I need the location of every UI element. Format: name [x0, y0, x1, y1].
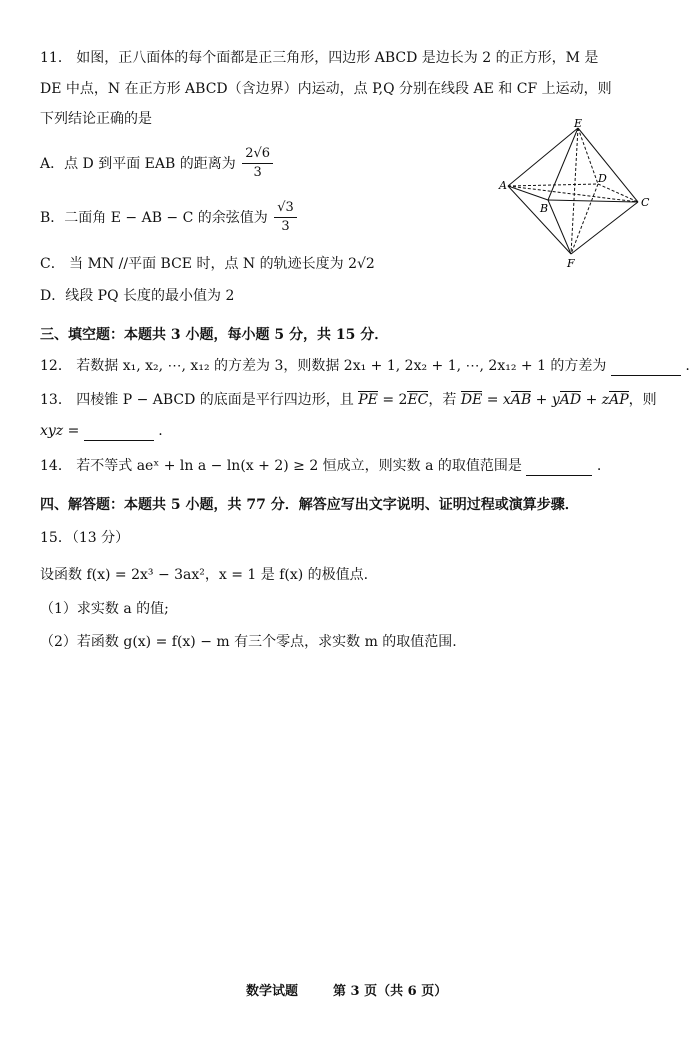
section-4-heading: 四、解答题：本题共 5 小题，共 77 分．解答应写出文字说明、证明过程或演算步骤． [40, 497, 579, 513]
section-3-heading: 三、填空题：本题共 3 小题，每小题 5 分，共 15 分． [40, 327, 389, 343]
edge-ad [508, 184, 598, 186]
edge-bf [548, 200, 571, 254]
q11-option-b [40, 200, 299, 236]
option-b-fraction [274, 200, 297, 236]
option-b-text: B．二面角 E − AB − C 的余弦值为 [40, 209, 268, 226]
q12-answer-blank[interactable] [611, 361, 681, 376]
label-e: E [574, 118, 583, 130]
vector-ap: AP [609, 392, 629, 408]
vector-ab: AB [510, 392, 532, 408]
edge-af [508, 186, 571, 254]
option-a-denominator: 3 [253, 165, 262, 181]
option-c-text: C． 当 MN //平面 BCE 时，点 N 的轨迹长度为 [40, 256, 344, 272]
diagonal-ef [571, 128, 578, 254]
vector-ad: AD [559, 392, 582, 408]
edge-ec [578, 128, 638, 202]
q13-period: . [158, 423, 163, 439]
label-c: C [641, 196, 650, 209]
edge-eb [548, 128, 578, 200]
footer-page-number: 第 3 页（共 6 页） [333, 984, 448, 999]
footer-subject: 数学试题 [246, 984, 299, 999]
q12 [40, 358, 690, 376]
q13-eq2: = x [482, 392, 511, 408]
option-a-fraction [242, 146, 273, 182]
q13-xyz: xyz = [40, 423, 80, 439]
q14-answer-blank[interactable] [526, 461, 592, 476]
q13-line2 [40, 423, 163, 441]
q15-heading: 15．（13 分） [40, 530, 130, 546]
q13-tail: ，则 [628, 392, 657, 408]
label-a: A [499, 179, 507, 192]
q13-answer-blank[interactable] [84, 426, 154, 441]
label-f: F [567, 257, 575, 270]
edge-ed [578, 128, 598, 184]
q11-option-a [40, 146, 275, 182]
option-c-value: 2√2 [348, 256, 375, 272]
diagonal-ac [508, 186, 638, 202]
q14-period: . [596, 458, 602, 474]
option-b-denominator: 3 [281, 219, 290, 235]
q11-line1: 11． 如图，正八面体的每个面都是正三角形，四边形 ABCD 是边长为 2 的正方形，M 是 [40, 50, 599, 66]
vector-pe: PE [358, 392, 378, 408]
vector-de: DE [460, 392, 483, 408]
label-d: D [598, 172, 607, 185]
q13-plus2: + z [581, 392, 610, 408]
q11-option-d: D．线段 PQ 长度的最小值为 2 [40, 288, 235, 304]
q14 [40, 458, 601, 476]
q13-eq1: = 2 [377, 392, 408, 408]
option-a-numerator: 2√6 [242, 146, 273, 164]
q13-text-a: 13． 四棱锥 P − ABCD 的底面是平行四边形，且 [40, 392, 354, 408]
q11-line3: 下列结论正确的是 [40, 111, 152, 127]
q14-text: 14． 若不等式 aeˣ + ln a − ln(x + 2) ≥ 2 恒成立，则实数 a 的取值范围是 [40, 458, 522, 474]
option-a-text: A．点 D 到平面 EAB 的距离为 [40, 155, 236, 172]
q12-text: 12． 若数据 x₁, x₂, ⋯, x₁₂ 的方差为 3，则数据 2x₁ + 1, 2x₂ + 1, ⋯, 2x₁₂ + 1 的方差为 [40, 358, 607, 374]
q13-plus1: + y [531, 392, 560, 408]
q15-part2: （2）若函数 g(x) = f(x) − m 有三个零点，求实数 m 的取值范围. [40, 634, 457, 650]
q13-line1 [40, 392, 657, 410]
q15-part1: （1）求实数 a 的值; [40, 601, 169, 617]
q13-mid: ，若 [428, 392, 457, 408]
octahedron-figure [498, 118, 656, 270]
vector-ec: EC [407, 392, 429, 408]
q11-option-c [40, 256, 375, 274]
option-b-numerator: √3 [274, 200, 297, 218]
edge-ea [508, 128, 578, 186]
q15-stem: 设函数 f(x) = 2x³ − 3ax²，x = 1 是 f(x) 的极值点. [40, 567, 369, 583]
label-b: B [540, 202, 549, 215]
q11-line2: DE 中点，N 在正方形 ABCD（含边界）内运动，点 P,Q 分别在线段 AE 和 CF 上运动，则 [40, 81, 612, 97]
q12-period: . [685, 358, 690, 374]
